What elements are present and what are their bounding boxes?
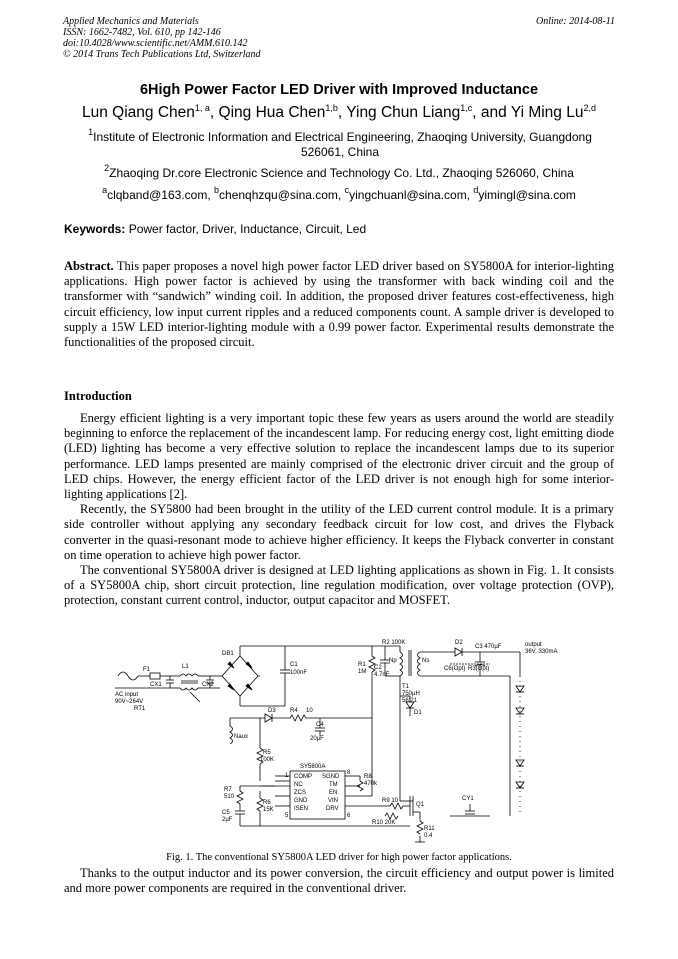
paragraph: The conventional SY5800A driver is designed at LED lighting applications as shown in Fig. 1. It consists of a SY5800A chip, short circuit protection, line regulation modification, over voltage protection (OVP), protection, constant current control, inductor, output capacitor and MOSFET. [64,563,614,608]
email-sup: b [214,185,220,195]
introduction-body [64,411,614,609]
label-pin-zcs: ZCS [294,790,306,796]
email-link[interactable]: yimingl@sina.com [478,188,576,202]
affiliation-2 [0,163,678,180]
label-cx1: CX1 [150,682,162,688]
label-r2: R2 100K [382,640,406,646]
journal-name: Applied Mechanics and Materials [63,16,199,27]
label-pin-8: 8 [347,770,351,776]
affiliation-sup: 1 [88,127,94,137]
label-r7-value: 510 [224,794,235,800]
label-r5-value: 100K [260,757,275,763]
email-sup: a [102,185,108,195]
paragraph: Thanks to the output inductor and its power conversion, the circuit efficiency and output power is limited and more power components are required in the conventional driver. [64,866,614,896]
paper-title: 6High Power Factor LED Driver with Improved Inductance [139,82,539,98]
section-heading: Introduction [64,389,132,403]
label-r11-value: 0.4 [424,833,433,839]
email-sup: d [473,185,479,195]
label-cx2: CX2 [202,682,214,688]
label-c1-value: 100nF [290,670,308,676]
affiliation-sup: 2 [104,163,110,173]
label-r8-value: 470k [364,781,378,787]
label-pin-nc: NC [294,782,303,788]
label-c4-value: 20µF [310,736,324,742]
label-pin-en: EN [329,790,338,796]
label-r9: R9 10 [382,798,399,804]
copyright: © 2014 Trans Tech Publications Ltd, Switzerland [63,49,261,60]
label-r11: R11 [424,826,435,832]
issn: ISSN: 1662-7482, Vol. 610, pp 142-146 [63,27,221,38]
label-r6-value: 15K [263,807,274,813]
keywords-label: Keywords: [64,222,126,236]
label-d3: D3 [268,708,276,714]
label-d1: D1 [414,710,422,716]
paragraph: Energy efficient lighting is a very important topic these few years as users around the world are steadily beginning to enforce the replacement of the incandescent lamp. For reducing energy cost, light emitting diode (LED) lighting has become a very effective solution to replace the incandescent lamps due to its superior performance. LED lamps presented are mainly comprised of the electronic driver circuit and the group of LED chips. However, the energy efficient factor of the LED driver is not enough high for some interior-lighting applications [2]. [64,411,614,502]
author-sup: 1,b [325,103,338,113]
author-name: Yi Ming Lu [510,104,584,121]
schematic-labels [115,640,557,839]
author-sup: 2,d [583,103,596,113]
label-c2: C2 [374,665,382,671]
label-c4: C4 [316,722,324,728]
label-t1: T1 [402,684,410,690]
label-pin-vin: VIN [328,798,339,804]
author-name: Lun Qiang Chen [82,104,195,121]
author-name: Qing Hua Chen [218,104,326,121]
label-pin-1: 1 [285,773,289,779]
label-r7: R7 [224,787,232,793]
paragraph: Recently, the SY5800 had been brought in the utility of the LED current control module. It is a primary side controller without applying any secondary feedback circuit for low cost, and drives the Flyback converter in the quasi-resonant mode to achieve higher efficiency. It keeps the Flyback converter in constant on time operation to achieve high power factor. [64,502,614,562]
label-np: Np [389,658,397,664]
label-c6: C6(Opt) [444,666,466,672]
figure-caption: Fig. 1. The conventional SY5800A LED driver for high power factor applications. [166,852,512,863]
label-f1: F1 [143,667,151,673]
label-rt1: RT1 [134,706,146,712]
label-c5-value: 2µF [222,817,233,823]
email-sup: c [344,185,350,195]
circuit-schematic [110,636,610,848]
label-r6: R6 [263,800,271,806]
label-pin-gnd: GND [294,798,308,804]
label-r5: R5 [263,750,271,756]
label-r10: R10 20K [372,820,396,826]
label-l1: L1 [182,664,189,670]
label-q1: Q1 [416,802,425,808]
doi: doi:10.4028/www.scientific.net/AMM.610.142 [63,38,248,49]
label-pin-5: 5 [285,813,289,819]
email-link[interactable]: clqband@163.com [107,188,208,202]
author-list: Lun Qiang Chen$^{1, a}$, Qing Hua Chen$^{1,b}$, Ying Chun Liang$^{1,c}$, and Yi Ming Lu$^{2,d}$ [82,103,596,121]
abstract-label: Abstract. [64,259,114,273]
email-link[interactable]: chenqhzqu@sina.com [219,188,338,202]
affiliation-text: Zhaoqing Dr.core Electronic Science and Technology Co. Ltd., Zhaoqing 526060, China [109,166,574,180]
label-c1: C1 [290,662,298,668]
label-t1-value: 750µH [402,691,420,697]
author-sup: 1,c [460,103,473,113]
label-pin-sgnd: SGND [322,774,340,780]
label-cy1: CY1 [462,796,474,802]
label-pin-tm: TM [329,782,338,788]
author-sup: 1, a [194,103,210,113]
email-link[interactable]: yingchuanl@sina.com [349,188,467,202]
label-pin-comp: COMP [294,774,312,780]
label-chip: SY5800A [300,764,326,770]
affiliation-1 [75,127,605,160]
label-c5: C5 [222,810,230,816]
keywords-text: Power factor, Driver, Inductance, Circuit, Led [128,222,367,236]
label-ac-input: AC input [115,692,139,698]
label-db1: DB1 [222,651,234,657]
label-r3: R3(Opt) [468,666,490,672]
online-date: Online: 2014-08-11 [536,16,615,27]
label-t1-ratio: 56:21 [402,698,418,704]
keywords [64,222,366,236]
affiliation-text: Institute of Electronic Information and Electrical Engineering, Zhaoqing University, Guangdong 526061, China [93,130,592,159]
label-r1-value: 1M [358,669,367,675]
label-d2: D2 [455,640,463,646]
label-ac-range: 90V~264V [115,699,144,705]
label-pin-drv: DRV [326,806,339,812]
label-r4: R4 [290,708,298,714]
abstract-text: This paper proposes a novel high power factor LED driver based on SY5800A for interior-lighting applications. High power factor is achieved by using the transformer with back winding coil and the transformer with “sandwich” winding coil. In addition, the proposed driver features cost-effectiveness, high circuit efficiency, low input current ripples and a reduced components count. A sample driver is developed to supply a 15W LED interior-lighting module with a 0.99 power factor. Experimental results demonstrate the functionalities of the proposed circuit. [64,259,614,350]
label-ns: Ns [422,658,430,664]
label-r8: R8 [364,774,372,780]
label-output: output [525,642,542,648]
label-output-value: 36V, 330mA [525,649,558,655]
label-c2-value: 4.7nF [374,672,390,678]
label-pin-6: 6 [347,813,351,819]
author-name: Ying Chun Liang [346,104,461,121]
label-c3: C3 470µF [475,644,502,650]
email-list: $^a$clqband@163.com, $^b$chenqhzqu@sina.com, $^c$yingchuanl@sina.com, $^d$yimingl@sina.com [102,185,576,202]
journal-header [63,16,615,60]
label-pin-isen: ISEN [294,806,309,812]
label-naux: Naux [234,734,249,740]
abstract [64,259,614,350]
label-r1: R1 [358,662,366,668]
label-r4-value: 10 [306,708,313,714]
